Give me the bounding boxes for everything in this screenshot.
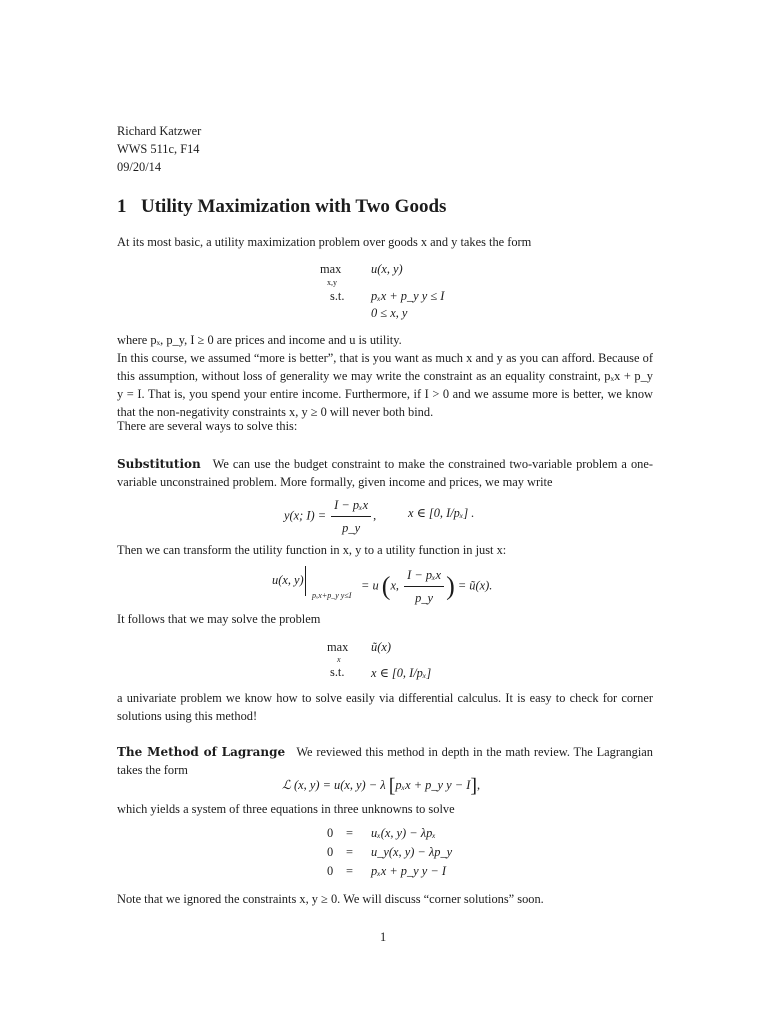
section-title: Utility Maximization with Two Goods: [141, 196, 447, 217]
max-operator-2: max: [327, 640, 349, 654]
eq2-denominator: p_y: [415, 591, 434, 605]
note-paragraph: Note that we ignored the constraints x, y ≥ 0. We will discuss “corner solutions” soon.: [117, 892, 544, 906]
system-row-1-rhs: uₓ(x, y) − λpₓ: [371, 826, 436, 840]
subject-to-label: s.t.: [330, 289, 345, 303]
document-date: 09/20/14: [117, 160, 162, 174]
eq1-fraction: [331, 496, 371, 537]
right-paren: ): [446, 571, 455, 601]
substitution-heading: Substitution: [117, 457, 201, 471]
system-row-1-lhs: 0: [327, 826, 334, 840]
author-name: Richard Katzwer: [117, 124, 202, 138]
eq2-lhs: u(x, y): [272, 572, 304, 587]
eq2-mid: = u: [361, 578, 379, 593]
eq2-evaluation-subscript: pₓx+p_y y≤I: [312, 591, 352, 600]
substitution-paragraph: [117, 455, 653, 491]
then-paragraph: Then we can transform the utility function in x, y to a utility function in just x:: [117, 543, 507, 557]
system-row-3-eq: =: [346, 864, 353, 878]
max-subscript-2: x: [337, 655, 341, 664]
subject-to-label-2: s.t.: [330, 665, 345, 679]
lagrangian-lhs: ℒ (x, y) = u(x, y) − λ: [282, 778, 386, 792]
max-operator: max: [320, 262, 342, 276]
nonnegativity-constraint: 0 ≤ x, y: [371, 306, 408, 320]
substitution-text: We can use the budget constraint to make the constrained two-variable problem a one-variable unconstrained problem. More formally, given income and prices, we may write: [117, 457, 653, 489]
eq1-denominator: p_y: [342, 521, 361, 535]
budget-constraint: pₓx + p_y y ≤ I: [371, 289, 445, 303]
equation-y-of-x: y(x; I) = $\frac{\text{I − pₓx}}{p\_y}$ ,: [284, 498, 377, 535]
assumption-paragraph: In this course, we assumed “more is better”, that is you want as much x and y as you can afford. Because of this assumption, without loss of generality we may write the constraint as an equality constraint, pₓx + p_y y = I. That is, you spend your entire income. Furthermore, if I > 0 and we assume more is better, we know that the non-negativity constraints x, y ≥ 0 will never both bind.: [117, 351, 653, 419]
system-row-2-lhs: 0: [327, 845, 334, 859]
max-subscript: x,y: [327, 278, 337, 287]
objective-function-2: ũ(x): [371, 640, 391, 654]
lagrangian-inner: pₓx + p_y y − I: [395, 778, 471, 792]
eq1-domain: x ∈ [0, I/pₓ] .: [408, 506, 475, 520]
course-code: WWS 511c, F14: [117, 142, 200, 156]
left-paren: (: [381, 571, 391, 601]
intro-paragraph: At its most basic, a utility maximization problem over goods x and y takes the form: [117, 235, 532, 249]
eq2-right: [361, 566, 492, 607]
system-row-1-eq: =: [346, 826, 353, 840]
univariate-paragraph: a univariate problem we know how to solve easily via differential calculus. It is easy to check for corner solutions using this method!: [117, 691, 653, 723]
lagrange-heading: The Method of Lagrange: [117, 745, 286, 759]
eq2-numerator: I − pₓx: [404, 566, 444, 587]
eq1-lhs: y(x; I) =: [284, 508, 327, 523]
system-row-3-rhs: pₓx + p_y y − I: [371, 864, 446, 878]
yields-paragraph: which yields a system of three equations in three unknowns to solve: [117, 802, 455, 816]
left-bracket: [: [388, 775, 396, 798]
page-number: 1: [380, 930, 387, 944]
system-row-2-rhs: u_y(x, y) − λp_y: [371, 845, 453, 859]
section-heading: [117, 196, 446, 218]
eq1-numerator: I − pₓx: [331, 496, 371, 517]
section-number: 1: [117, 196, 127, 217]
lagrangian-end: ,: [477, 778, 481, 792]
evaluation-bar: [305, 566, 306, 596]
system-row-3-lhs: 0: [327, 864, 334, 878]
domain-constraint: x ∈ [0, I/pₓ]: [371, 666, 432, 680]
lagrange-paragraph: [117, 743, 653, 779]
follows-paragraph: It follows that we may solve the problem: [117, 612, 321, 626]
lagrangian-equation: [282, 775, 481, 798]
ways-paragraph: There are several ways to solve this:: [117, 419, 298, 433]
eq2-fraction: [404, 566, 444, 607]
where-paragraph: where pₓ, p_y, I ≥ 0 are prices and income and u is utility.: [117, 333, 402, 347]
objective-function: u(x, y): [371, 262, 403, 276]
lagrange-text: We reviewed this method in depth in the math review. The Lagrangian takes the form: [117, 745, 653, 777]
eq2-rhs: = ũ(x).: [457, 578, 493, 593]
equation-utility-substituted: [272, 566, 306, 596]
right-bracket: ]: [470, 775, 477, 798]
eq2-x: x,: [390, 578, 400, 593]
system-row-2-eq: =: [346, 845, 353, 859]
